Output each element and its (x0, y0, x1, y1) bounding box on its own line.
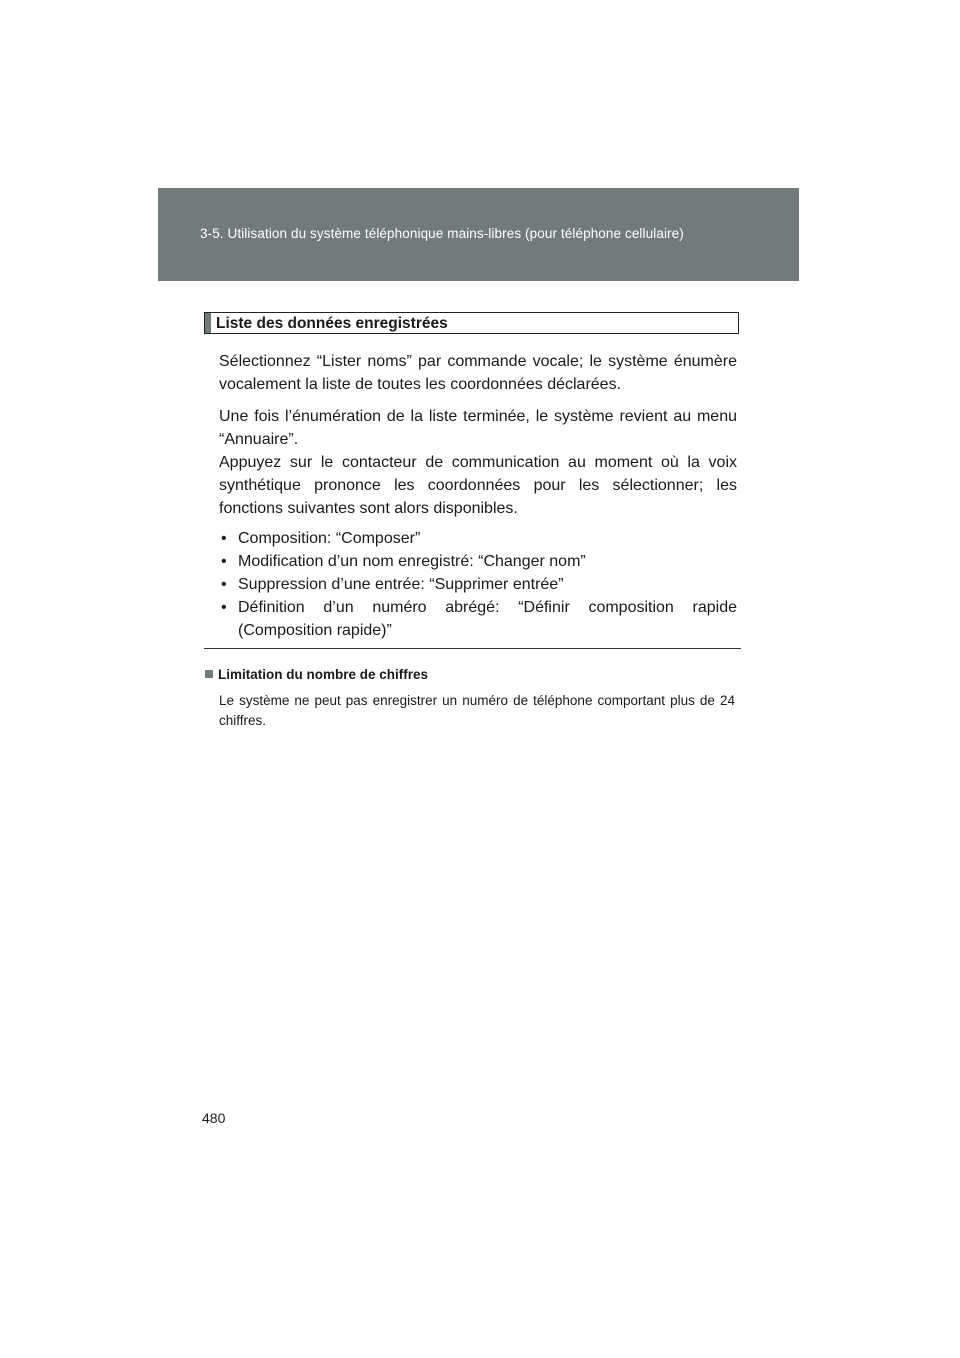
list-item (219, 573, 737, 596)
bullet-dot-icon: • (221, 599, 227, 616)
paragraph-1: Sélectionnez “Lister noms” par commande vocale; le système énumère vocalement la liste de toutes les coordonnées déclarées. (219, 353, 737, 393)
list-item-text: Modification d’un nom enregistré: “Changer nom” (238, 553, 586, 570)
paragraph-2-line-1: Une fois l’énumération de la liste terminée, le système revient au menu “Annuaire”. (219, 408, 737, 448)
list-item-text: Suppression d’une entrée: “Supprimer entrée” (238, 576, 564, 593)
bullet-dot-icon: • (221, 576, 227, 593)
chapter-header-band (158, 188, 799, 281)
list-item-text: Définition d’un numéro abrégé: “Définir composition rapide (Composition rapide)” (238, 599, 737, 639)
section-title: Liste des données enregistrées (216, 315, 448, 332)
breadcrumb: 3-5. Utilisation du système téléphonique mains-libres (pour téléphone cellulaire) (200, 226, 684, 241)
paragraph-2 (219, 405, 737, 520)
note-heading (205, 667, 428, 682)
paragraph-2-line-2: Appuyez sur le contacteur de communication au moment où la voix synthétique prononce les coordonnées pour les sélectionner; les fonctions suivantes sont alors disponibles. (219, 454, 737, 517)
list-item (219, 550, 737, 573)
bullet-dot-icon: • (221, 553, 227, 570)
list-item (219, 596, 737, 642)
list-item-text: Composition: “Composer” (238, 530, 421, 547)
note-heading-text: Limitation du nombre de chiffres (218, 667, 429, 682)
section-title-box (204, 312, 739, 334)
section-title-accent-bar (205, 313, 211, 333)
list-item (219, 527, 737, 550)
bullet-dot-icon: • (221, 530, 227, 547)
page-number: 480 (202, 1110, 226, 1126)
note-body: Le système ne peut pas enregistrer un numéro de téléphone comportant plus de 24 chiffres. (219, 693, 735, 728)
section-divider (204, 648, 741, 649)
function-list (219, 527, 737, 642)
square-bullet-icon (205, 670, 213, 678)
